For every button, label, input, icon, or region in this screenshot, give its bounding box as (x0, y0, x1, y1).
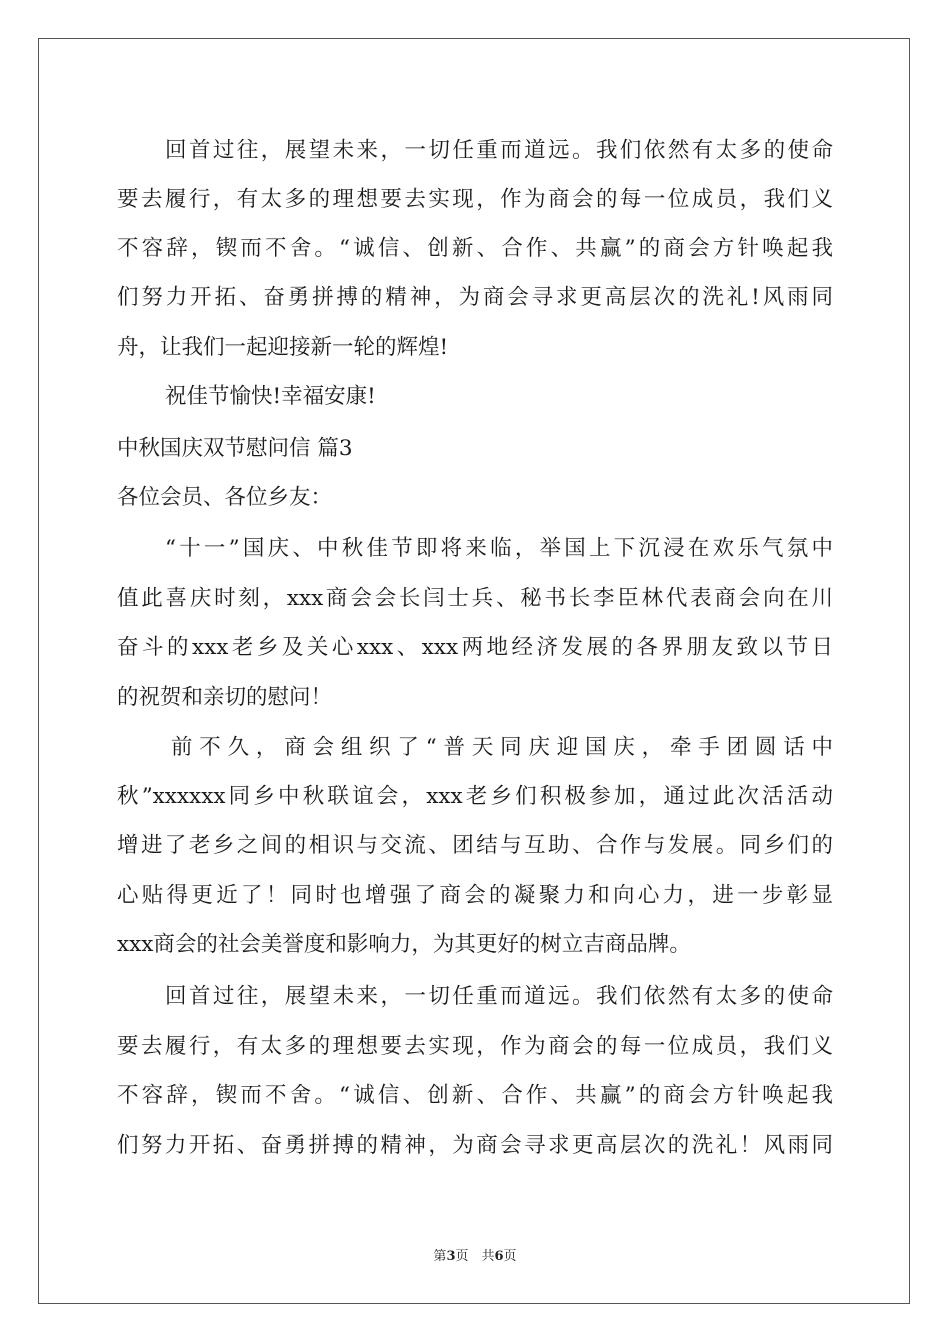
paragraph-line: “十一”国庆、中秋佳节即将来临，举国上下沉浸在欢乐气氛中 (165, 536, 833, 561)
paragraph-line: 祝佳节愉快!幸福安康! (165, 384, 376, 409)
paragraph-line: 不容辞，锲而不舍。“诚信、创新、合作、共赢”的商会方针唤起我 (117, 1083, 833, 1108)
paragraph-line: 增进了老乡之间的相识与交流、团结与互助、合作与发展。同乡们的 (117, 833, 833, 858)
paragraph-line: 秋”xxxxxx同乡中秋联谊会，xxx老乡们积极参加，通过此次活活动 (117, 784, 833, 809)
paragraph-line: 的祝贺和亲切的慰问！ (117, 685, 333, 710)
paragraph-line: 值此喜庆时刻，xxx商会会长闫士兵、秘书长李臣林代表商会向在川 (117, 586, 833, 611)
paragraph-line: 回首过往，展望未来，一切任重而道远。我们依然有太多的使命 (165, 984, 833, 1009)
page-total: 6 (494, 1249, 504, 1264)
paragraph-line: 前不久，商会组织了“普天同庆迎国庆，牵手团圆话中 (171, 735, 833, 760)
paragraph-line: xxx商会的社会美誉度和影响力，为其更好的树立吉商品牌。 (117, 932, 691, 957)
paragraph-line: 回首过往，展望未来，一切任重而道远。我们依然有太多的使命 (165, 138, 833, 163)
paragraph-line: 们努力开拓、奋勇拼搏的精神，为商会寻求更高层次的洗礼！风雨同 (117, 1133, 833, 1158)
paragraph-line: 奋斗的xxx老乡及关心xxx、xxx两地经济发展的各界朋友致以节日 (117, 635, 833, 660)
page-mid: 页 共 (455, 1249, 495, 1264)
paragraph-line: 要去履行，有太多的理想要去实现，作为商会的每一位成员，我们义 (117, 187, 833, 212)
page-number: 3 (446, 1249, 456, 1264)
paragraph-line: 们努力开拓、奋勇拼搏的精神，为商会寻求更高层次的洗礼!风雨同 (117, 285, 833, 310)
paragraph-line: 心贴得更近了！同时也增强了商会的凝聚力和向心力，进一步彰显 (117, 883, 833, 908)
page-footer (0, 1248, 950, 1266)
page-border (38, 38, 910, 1304)
page-suffix: 页 (503, 1249, 517, 1264)
salutation: 各位会员、各位乡友： (117, 485, 333, 510)
section-title: 中秋国庆双节慰问信 篇3 (117, 436, 353, 461)
page-prefix: 第 (433, 1249, 447, 1264)
paragraph-line: 要去履行，有太多的理想要去实现，作为商会的每一位成员，我们义 (117, 1034, 833, 1059)
paragraph-line: 舟，让我们一起迎接新一轮的辉煌! (117, 335, 449, 360)
paragraph-line: 不容辞，锲而不舍。“诚信、创新、合作、共赢”的商会方针唤起我 (117, 236, 833, 261)
